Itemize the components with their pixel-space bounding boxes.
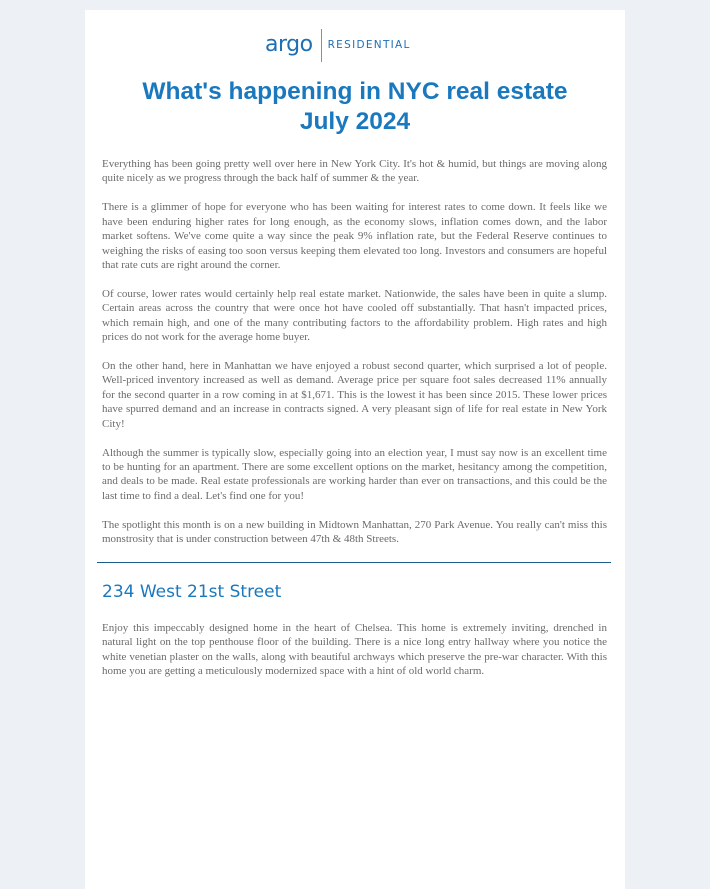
listing-address-heading[interactable]: 234 West 21st Street — [102, 582, 282, 602]
body-paragraph: There is a glimmer of hope for everyone who has been waiting for interest rates to come down. It feels like we have been enduring higher rates for long enough, as the economy slows, inflation comes down, and the labor market softens. We've come quite a way since the peak 9% inflation rate, but the Federal Reserve continues to weighing the risks of easing too soon versus keeping them elevated too long. Investors and consumers are hopeful that rate cuts are right around the corner. — [102, 201, 607, 271]
body-paragraph: Everything has been going pretty well over here in New York City. It's hot & humid, but things are moving along quite nicely as we progress through the back half of summer & the year. — [102, 158, 607, 185]
body-paragraph: Of course, lower rates would certainly help real estate market. Nationwide, the sales have been in quite a slump. Certain areas across the country that were once hot have cooled off substantially. That hasn't impacted prices, which remain high, and one of the many contributing factors to the affordability problem. High rates and high prices do not work for the average home buyer. — [102, 287, 607, 344]
listing-description: Enjoy this impeccably designed home in the heart of Chelsea. This home is extremely inviting, drenched in natural light on the top penthouse floor of the building. There is a nice long entry hallway where you notice the white venetian plaster on the walls, along with beautiful archways which preserve the pre-war character. With this home you are getting a meticulously modernized space with a hint of old world charm. — [102, 622, 607, 678]
title-line-2: July 2024 — [299, 108, 411, 135]
title-line-1: What's happening in NYC real estate — [142, 78, 568, 105]
argo-residential-logo[interactable] — [265, 28, 411, 62]
newsletter-title — [85, 77, 625, 137]
newsletter-page — [85, 10, 625, 889]
logo-mark: argo — [265, 32, 313, 57]
logo-wordmark: RESIDENTIAL — [327, 38, 411, 51]
body-paragraph: The spotlight this month is on a new building in Midtown Manhattan, 270 Park Avenue. You really can't miss this monstrosity that is under construction between 47th & 48th Streets. — [102, 518, 607, 546]
newsletter-body — [102, 157, 607, 561]
body-paragraph: On the other hand, here in Manhattan we have enjoyed a robust second quarter, which surprised a lot of people. Well-priced inventory increased as well as demand. Average price per square foot sales decreased 11% annually for the second quarter in a row coming in at $1,671. This is the lowest it has been since 2015. These lower prices have spurred demand and an increase in contracts signed. A very pleasant sign of life for real estate in New York City! — [102, 359, 607, 430]
logo-divider — [321, 29, 322, 62]
section-divider — [97, 562, 611, 563]
newsletter-header — [85, 28, 625, 62]
body-paragraph: Although the summer is typically slow, especially going into an election year, I must say now is an excellent time to be hunting for an apartment. There are some excellent options on the market, hesitancy among the competition, and deals to be made. Real estate professionals are working harder than ever on transactions, and this could be the last time to find a deal. Let's find one for you! — [102, 446, 607, 502]
